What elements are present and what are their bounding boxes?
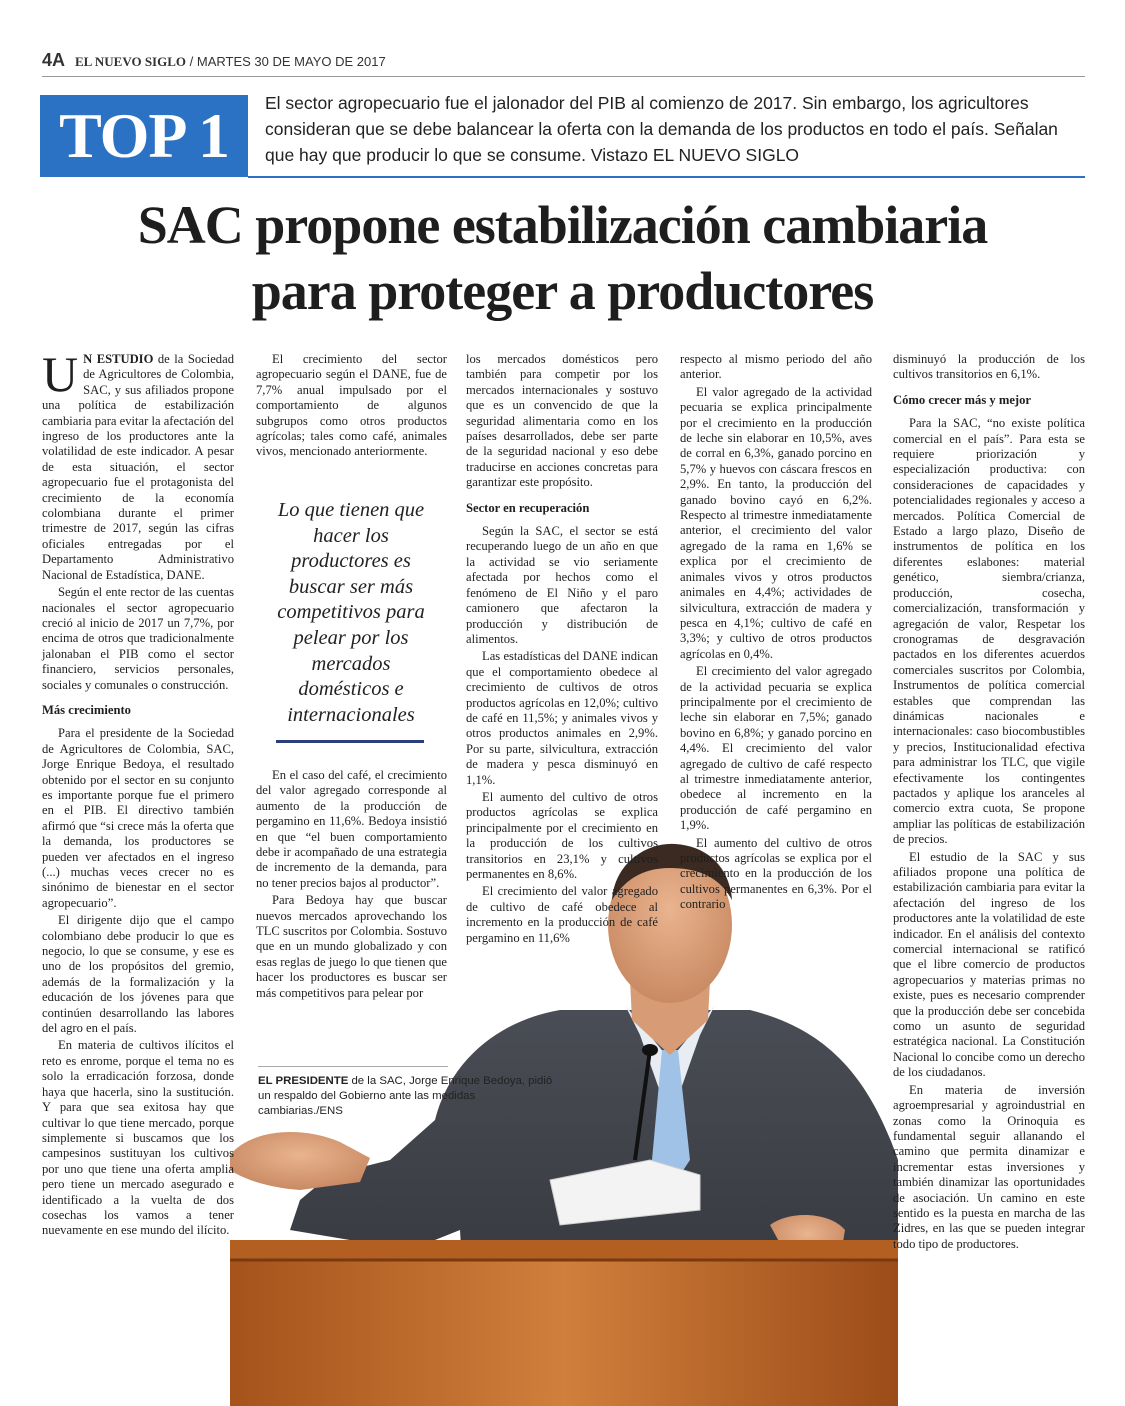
caption-lead: EL PRESIDENTE (258, 1075, 349, 1087)
headline-line-2: para proteger a productores (251, 261, 874, 321)
article-paragraph: respecto al mismo periodo del año anterior. (680, 352, 872, 382)
article-column-1 (42, 346, 234, 1239)
issue-date: / MARTES 30 DE MAYO DE 2017 (189, 54, 386, 69)
header-rule (42, 76, 1085, 77)
article-paragraph: El crecimiento del sector agropecuario según el DANE, fue de 7,7% anual impulsado por el comportamiento de algunos subgrupos como otros productos agrícolas; tales como café, animales vivos, mencionado anteriormente. (256, 352, 447, 459)
top-label: TOP 1 (59, 100, 229, 171)
article-column-4 (680, 352, 872, 913)
article-paragraph: Para la SAC, “no existe política comercial en el país”. Para esta se requiere priorización y especialización productiva: con consideraciones de capacidades y potencialidades regionales y acceso a mercados. Política Comercial de Estado a largo plazo, Diseño de instrumentos de política en los diferentes eslabones: material genético, siembra/crianza, producción, cosecha, comercialización, transformación y agregación de valor, Respetar los cronogramas de desgravación pactados en los diferentes acuerdos comerciales suscritos por Colombia, Instrumentos de política comercial estables que comprendan las dinámicas nacionales e internacionales: caso biocombustibles y precios, Institucionalidad efectiva para administrar los TLC, que vigile efectivamente los contingentes pactados y aplique los aranceles al comercio extra cuota, Se propone ampliar las políticas de estabilización de precios. (893, 416, 1085, 847)
caption-rule (258, 1066, 448, 1067)
article-paragraph: Para Bedoya hay que buscar nuevos mercados aprovechando los TLC suscritos por Colombia. Sostuvo que en un mundo globalizado y con esas reglas de juego lo que tienen que hacer los productores es buscar ser más competitivos para pelear por (256, 893, 447, 1000)
article-paragraph: Para el presidente de la Sociedad de Agricultores de Colombia, SAC, Jorge Enrique Bedoya, el resultado obtenido por el sector en su conjunto es importante porque fue el primero en el PIB. El directivo también afirmó que “si crece más la oferta que la demanda, los productores se pueden ver afectados en el ingreso (...) muchas veces crecer no es sinónimo de bienestar en el sector agropecuario”. (42, 726, 234, 910)
article-paragraph: Según la SAC, el sector se está recuperando luego de un año en que la actividad se vio seriamente afectada por hechos como el fenómeno de El Niño y el paro camionero que afectaron la producción y distribución de alimentos. (466, 524, 658, 646)
photo-caption (258, 1074, 558, 1119)
lead-in: N ESTUDIO (83, 352, 154, 366)
kicker-rule (248, 176, 1085, 178)
headline-line-1: SAC propone estabilización cambiaria (137, 195, 988, 255)
article-paragraph: En materia de inversión agroempresarial y agroindustrial en zonas como la Orinoquia es fundamental seguir allanando el camino que permita dinamizar e incrementar estas inversiones y también dinamizar las oportunidades de asociación. Un camino en este sentido es la puesta en marcha de las Zidres, en las que se pueden integrar todo tipo de productores. (893, 1082, 1085, 1251)
article-paragraph: U N ESTUDIO de la Sociedad de Agricultores de Colombia, SAC, y sus afiliados propone una política de estabilización cambiaria para evitar la afectación del ingreso de los productores ante la volatilidad de este indicador. A pesar de esta situación, el sector agropecuario fue el protagonista del crecimiento de la economía colombiana durante el primer trimestre de 2017, según las cifras oficiales entregadas por el Departamento Administrativo Nacional de Estadística, DANE. (42, 346, 234, 582)
article-column-2 (256, 352, 447, 460)
article-paragraph: Según el ente rector de las cuentas nacionales el sector agropecuario creció al inicio de 2017 un 7,7%, por encima de otros que tradicionalmente jalonaban el PIB como el sector financiero, servicios personales, sociales y comunales o construcción. (42, 585, 234, 692)
kicker-text: El sector agropecuario fue el jalonador del PIB al comienzo de 2017. Sin embargo, los agricultores consideran que se debe balancear la oferta con la demanda de los productos en todo el país. Señalan que hay que producir lo que se consume. Vistazo EL NUEVO SIGLO (265, 93, 1058, 165)
article-column-2-continued (256, 768, 447, 1001)
article-paragraph: El estudio de la SAC y sus afiliados propone una política de estabilización cambiaria para evitar la afectación del ingreso de los productores ante la volatilidad de este indicador. En el análisis del contexto comercial internacional se ratificó que el libre comercio de productos agropecuarios y materias primas no existe, pues es necesario comprender que la producción debe ser concebida como un asunto de seguridad estratégica nacional. La Constitución Nacional lo concibe como un derecho de los ciudadanos. (893, 849, 1085, 1080)
article-paragraph: El aumento del cultivo de otros productos agrícolas se explica por el crecimiento en la producción de los cultivos permanentes en 6,3%. Por el contrario (680, 835, 872, 912)
article-column-5 (893, 352, 1085, 1252)
article-paragraph: disminuyó la producción de los cultivos transitorios en 6,1%. (893, 352, 1085, 382)
pull-quote-rule (276, 740, 424, 743)
page-number: 4A (42, 50, 66, 70)
pull-quote: Lo que tienen que hacer los productores es buscar ser más competitivos para pelear por los mercados domésticos e internacionales (277, 499, 425, 726)
article-paragraph: El valor agregado de la actividad pecuaria se explica principalmente por el crecimiento en la producción de leche sin elaborar en 10,5%, aves de corral en 6,3%, ganado porcino en 5,7% y huevos con cáscara frescos en 2,9%. En tanto, la producción del ganado bovino cayó en 6,2%. Respecto al trimestre inmediatamente anterior, el crecimiento del valor agregado de la rama en 1,6% se explica por el crecimiento de animales vivos y otros productos animales en 4,4%; actividades de silvicultura, extracción de madera y pesca en 4,1%; cultivo de café en 3,3%; y cultivo de otros productos agrícolas en 0,4%. (680, 384, 872, 661)
article-paragraph: En el caso del café, el crecimiento del valor agregado corresponde al aumento de la producción de pergamino en 11,6%. Bedoya insistió en que “el buen comportamiento debe ir acompañado de una estrategia de incremento de la demanda, para no tener precios bajos al productor”. (256, 768, 447, 890)
newspaper-name: EL NUEVO SIGLO (75, 54, 187, 69)
drop-cap: U (42, 346, 79, 402)
article-paragraph: En materia de cultivos ilícitos el reto es enrome, porque el tema no es solo la erradicación forzosa, donde haya que hacerla, sino la sustitución. Y para que sea exitosa hay que cultivar lo que tiene mercado, porque simplemente si buscamos que los campesinos sustituyan los cultivos por uno que tiene una oferta amplia pero tiene un mercado asegurado e identificado a la vuelta de dos cosechas los vamos a tener nuevamente en ese mundo del ilícito. (42, 1038, 234, 1238)
headline (40, 192, 1085, 324)
subhead-sector-en-recuperacion: Sector en recuperación (466, 500, 590, 515)
page-folio (42, 50, 386, 71)
article-paragraph: El crecimiento del valor agregado de cultivo de café obedece al incremento en la producción de café pergamino en 11,6% (466, 884, 658, 945)
subhead-mas-crecimiento: Más crecimiento (42, 702, 131, 717)
subhead-como-crecer: Cómo crecer más y mejor (893, 392, 1032, 407)
article-paragraph: El crecimiento del valor agregado de la actividad pecuaria se explica principalmente por el crecimiento de leche sin elaborar en 7,5%; ganado bovino en 6,8%; y ganado porcino en 4,4%. El crecimiento del valor agregado de cultivo de café respecto al trimestre inmediatamente anterior, obedece al incremento en la producción de café pergamino en 1,9%. (680, 664, 872, 833)
article-paragraph: El dirigente dijo que el campo colombiano debe producir lo que es negocio, lo que se consume, y ese es uno de los propósitos del gremio, además de la formalización y la educación de los jóvenes para que continúen desarrollando las labores del agro en el país. (42, 913, 234, 1036)
article-paragraph: Las estadísticas del DANE indican que el comportamiento obedece al crecimiento de cultivos de otros productos agrícolas en 12,0%; cultivo de café en 11,5%; y animales vivos y otros productos animales en 2,9%. Por su parte, silvicultura, extracción de madera y pesca disminuyó en 1,1%. (466, 649, 658, 787)
top-label-box (40, 95, 248, 177)
article-column-3 (466, 352, 658, 946)
article-paragraph: los mercados domésticos pero también para competir por los mercados internacionales y sostuvo que es un convencido de que la seguridad alimentaria como en los países desarrollados, debe ser parte de la seguridad nacional y eso debe traducirse en acciones concretas para garantizar este propósito. (466, 352, 658, 490)
article-paragraph: El aumento del cultivo de otros productos agrícolas se explica principalmente por el crecimiento en la producción de los cultivos transitorios en 23,1% y cultivos permanentes en 8,6%. (466, 789, 658, 881)
caption-text: de la SAC, Jorge Enrique Bedoya, pidió un respaldo del Gobierno ante las medidas cambiarias./ENS (258, 1075, 553, 1117)
